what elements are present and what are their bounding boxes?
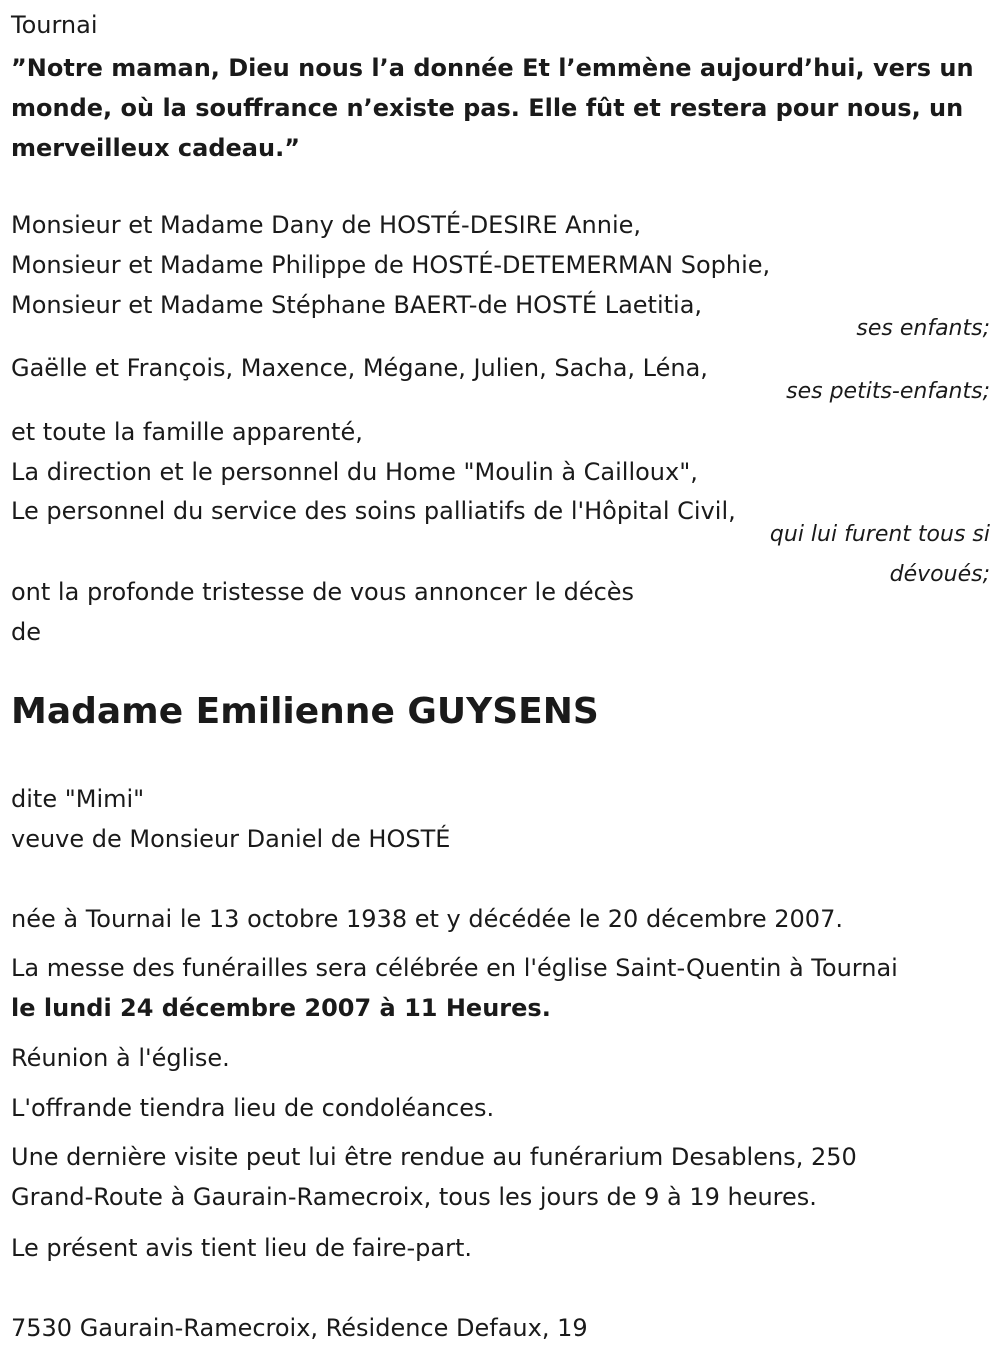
mass-info: La messe des funérailles sera célébrée en l'église Saint-Quentin à Tournai [11, 954, 898, 982]
visit-info: Une dernière visite peut lui être rendue au funérarium Desablens, 250 [11, 1143, 857, 1171]
announcement-line: ont la profonde tristesse de vous annoncer le décès [11, 578, 635, 606]
meeting-info: Réunion à l'église. [11, 1044, 230, 1072]
address: 7530 Gaurain-Ramecroix, Résidence Defaux, 19 [11, 1314, 588, 1342]
nickname: dite "Mimi" [11, 785, 145, 813]
child-line: Monsieur et Madame Stéphane BAERT-de HOSTÉ Laetitia, [11, 291, 703, 319]
child-line: Monsieur et Madame Dany de HOSTÉ-DESIRE Annie, [11, 211, 642, 239]
mass-date: le lundi 24 décembre 2007 à 11 Heures. [11, 994, 551, 1022]
birth-death-dates: née à Tournai le 13 octobre 1938 et y décédée le 20 décembre 2007. [11, 905, 843, 933]
location: Tournai [11, 11, 98, 39]
home-staff-line: La direction et le personnel du Home "Moulin à Cailloux", [11, 458, 698, 486]
offering-info: L'offrande tiendra lieu de condoléances. [11, 1094, 495, 1122]
family-line: et toute la famille apparenté, [11, 418, 363, 446]
announcement-line: de [11, 618, 41, 646]
quote: ”Notre maman, Dieu nous l’a donnée Et l’emmène aujourd’hui, vers un monde, où la souffrance n’existe pas. Elle fût et restera pour nous, un merveilleux cadeau.” [11, 54, 974, 162]
child-line: Monsieur et Madame Philippe de HOSTÉ-DETEMERMAN Sophie, [11, 251, 771, 279]
notice: Le présent avis tient lieu de faire-part. [11, 1234, 473, 1262]
children-label: ses enfants; [856, 316, 990, 341]
devotion-label: qui lui furent tous si [769, 522, 990, 547]
visit-info: Grand-Route à Gaurain-Ramecroix, tous les jours de 9 à 19 heures. [11, 1183, 817, 1211]
widow-of: veuve de Monsieur Daniel de HOSTÉ [11, 825, 451, 853]
devotion-label: dévoués; [889, 562, 990, 587]
grandchildren-line: Gaëlle et François, Maxence, Mégane, Julien, Sacha, Léna, [11, 354, 708, 382]
grandchildren-label: ses petits-enfants; [786, 379, 990, 404]
deceased-name: Madame Emilienne GUYSENS [11, 691, 599, 732]
hospital-staff-line: Le personnel du service des soins palliatifs de l'Hôpital Civil, [11, 497, 736, 525]
